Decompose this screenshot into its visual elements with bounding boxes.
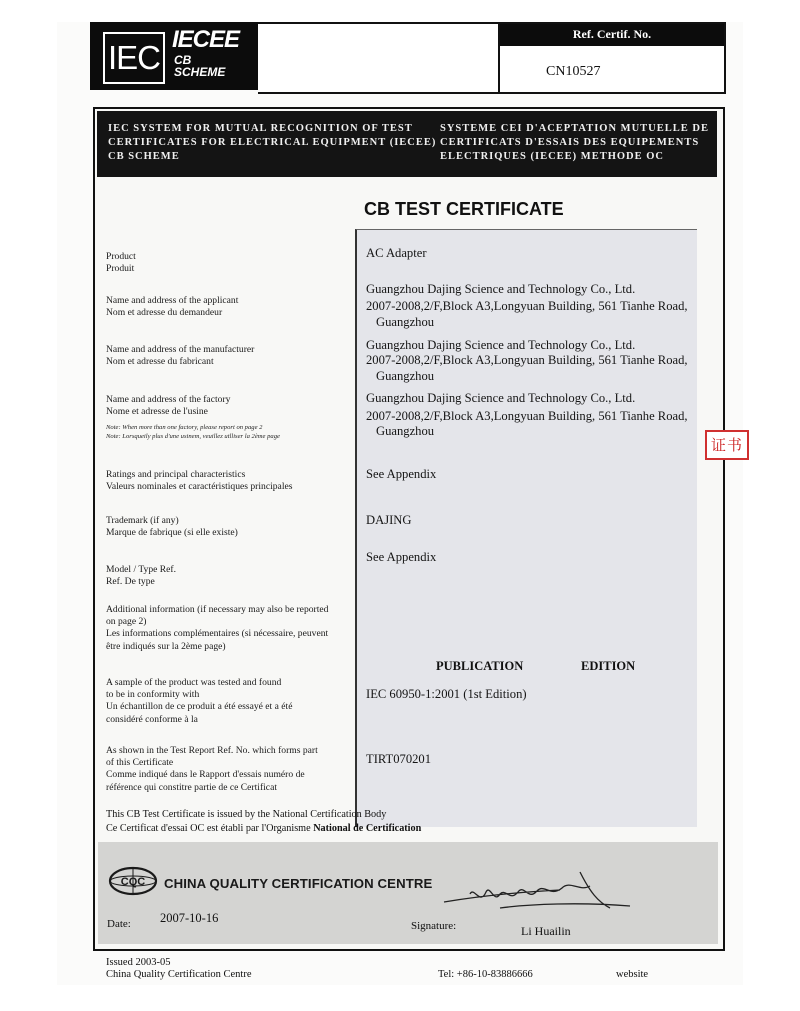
additional-info-label: Additional information (if necessary may also be reported on page 2) Les informations complémentaires (si nécessaire, peuvent être indiqués sur la 2ème page) xyxy=(106,604,329,652)
trademark-label: Trademark (if any) Marque de fabrique (si elle existe) xyxy=(106,515,238,539)
model-label: Model / Type Ref. Ref. De type xyxy=(106,564,177,588)
signature-label: Signature: xyxy=(411,920,457,932)
manufacturer-value-address: 2007-2008,2/F,Block A3,Longyuan Building, 561 Tianhe Road, xyxy=(366,353,688,367)
scheme-band-english: IEC SYSTEM FOR MUTUAL RECOGNITION OF TEST CERTIFICATES FOR ELECTRICAL EQUIPMENT (IECEE) CB SCHEME xyxy=(108,123,437,162)
sample-conformity-label: A sample of the product was tested and found to be in conformity with Un échantillon de ce produit a été essayé et a été considéré conforme à la xyxy=(106,677,293,725)
certification-body-name: CHINA QUALITY CERTIFICATION CENTRE xyxy=(164,876,433,891)
manufacturer-value-city: Guangzhou xyxy=(376,369,435,383)
edition-heading: EDITION xyxy=(581,659,636,673)
ref-certificate-box xyxy=(498,22,726,94)
test-report-number: TIRT070201 xyxy=(366,752,432,766)
ratings-value: See Appendix xyxy=(366,467,437,481)
telephone: Tel: +86-10-83886666 xyxy=(438,969,533,980)
test-report-label: As shown in the Test Report Ref. No. which forms part of this Certificate Comme indiqué dans le Rapport d'essais numéro de référence qui constitre partie de ce Certificat xyxy=(106,745,318,793)
applicant-value-city: Guangzhou xyxy=(376,315,435,329)
svg-text:CQC: CQC xyxy=(120,876,146,888)
factory-note: Note: When more than one factory, please report on page 2 Note: Lorsqueily plus d'une usinem, veuillez utlliser la 2ème page xyxy=(106,424,280,440)
iec-logo-text: IEC xyxy=(103,32,165,84)
certificate-date: 2007-10-16 xyxy=(160,911,219,925)
cqc-logo-icon xyxy=(108,866,158,896)
ref-number: CN10527 xyxy=(546,64,601,79)
factory-value-address: 2007-2008,2/F,Block A3,Longyuan Building, 561 Tianhe Road, xyxy=(366,409,688,423)
trademark-value: DAJING xyxy=(366,513,412,527)
manufacturer-value-name: Guangzhou Dajing Science and Technology Co., Ltd. xyxy=(366,338,636,352)
publication-heading: PUBLICATION xyxy=(436,659,524,673)
website-label: website xyxy=(616,969,649,980)
scheme-band-french: SYSTEME CEI D'ACEPTATION MUTUELLE DE CERTIFICATS D'ESSAIS DES EQUIPEMENTS ELECTRIQUES (IECEE) METHODE OC xyxy=(440,123,709,162)
issuing-organization: China Quality Certification Centre xyxy=(106,969,252,980)
product-label: Product Produit xyxy=(106,251,136,275)
manufacturer-label: Name and address of the manufacturer Nom et adresse du fabricant xyxy=(106,344,255,368)
issued-by-english: This CB Test Certificate is issued by the National Certification Body xyxy=(106,809,387,820)
cb-scheme-logo-text: CB SCHEME xyxy=(174,53,226,79)
issued-by-french: Ce Certificat d'essai OC est établi par l'Organisme National de Certification xyxy=(106,823,422,834)
handwritten-signature xyxy=(440,862,640,922)
factory-value-name: Guangzhou Dajing Science and Technology Co., Ltd. xyxy=(366,391,636,405)
header-blank-box xyxy=(258,22,502,94)
iec-iecee-logo xyxy=(90,22,258,90)
model-value: See Appendix xyxy=(366,550,437,564)
date-label: Date: xyxy=(107,918,131,930)
applicant-label: Name and address of the applicant Nom et adresse du demandeur xyxy=(106,295,239,319)
factory-label: Name and address of the factory Nome et adresse de l'usine xyxy=(106,394,231,418)
issued-date-line: Issued 2003-05 xyxy=(106,957,171,968)
product-value: AC Adapter xyxy=(366,246,427,260)
applicant-value-name: Guangzhou Dajing Science and Technology Co., Ltd. xyxy=(366,282,636,296)
factory-value-city: Guangzhou xyxy=(376,424,435,438)
publication-value: IEC 60950-1:2001 (1st Edition) xyxy=(366,687,527,701)
applicant-value-address: 2007-2008,2/F,Block A3,Longyuan Building, 561 Tianhe Road, xyxy=(366,299,688,313)
ref-label: Ref. Certif. No. xyxy=(500,24,724,46)
red-seal-stamp: 证书 xyxy=(705,430,749,460)
certificate-title: CB TEST CERTIFICATE xyxy=(364,199,564,219)
iecee-logo-text: IECEE xyxy=(172,26,240,53)
signatory-name: Li Huailin xyxy=(521,924,571,938)
ratings-label: Ratings and principal characteristics Valeurs nominales et caractéristiques principales xyxy=(106,469,293,493)
